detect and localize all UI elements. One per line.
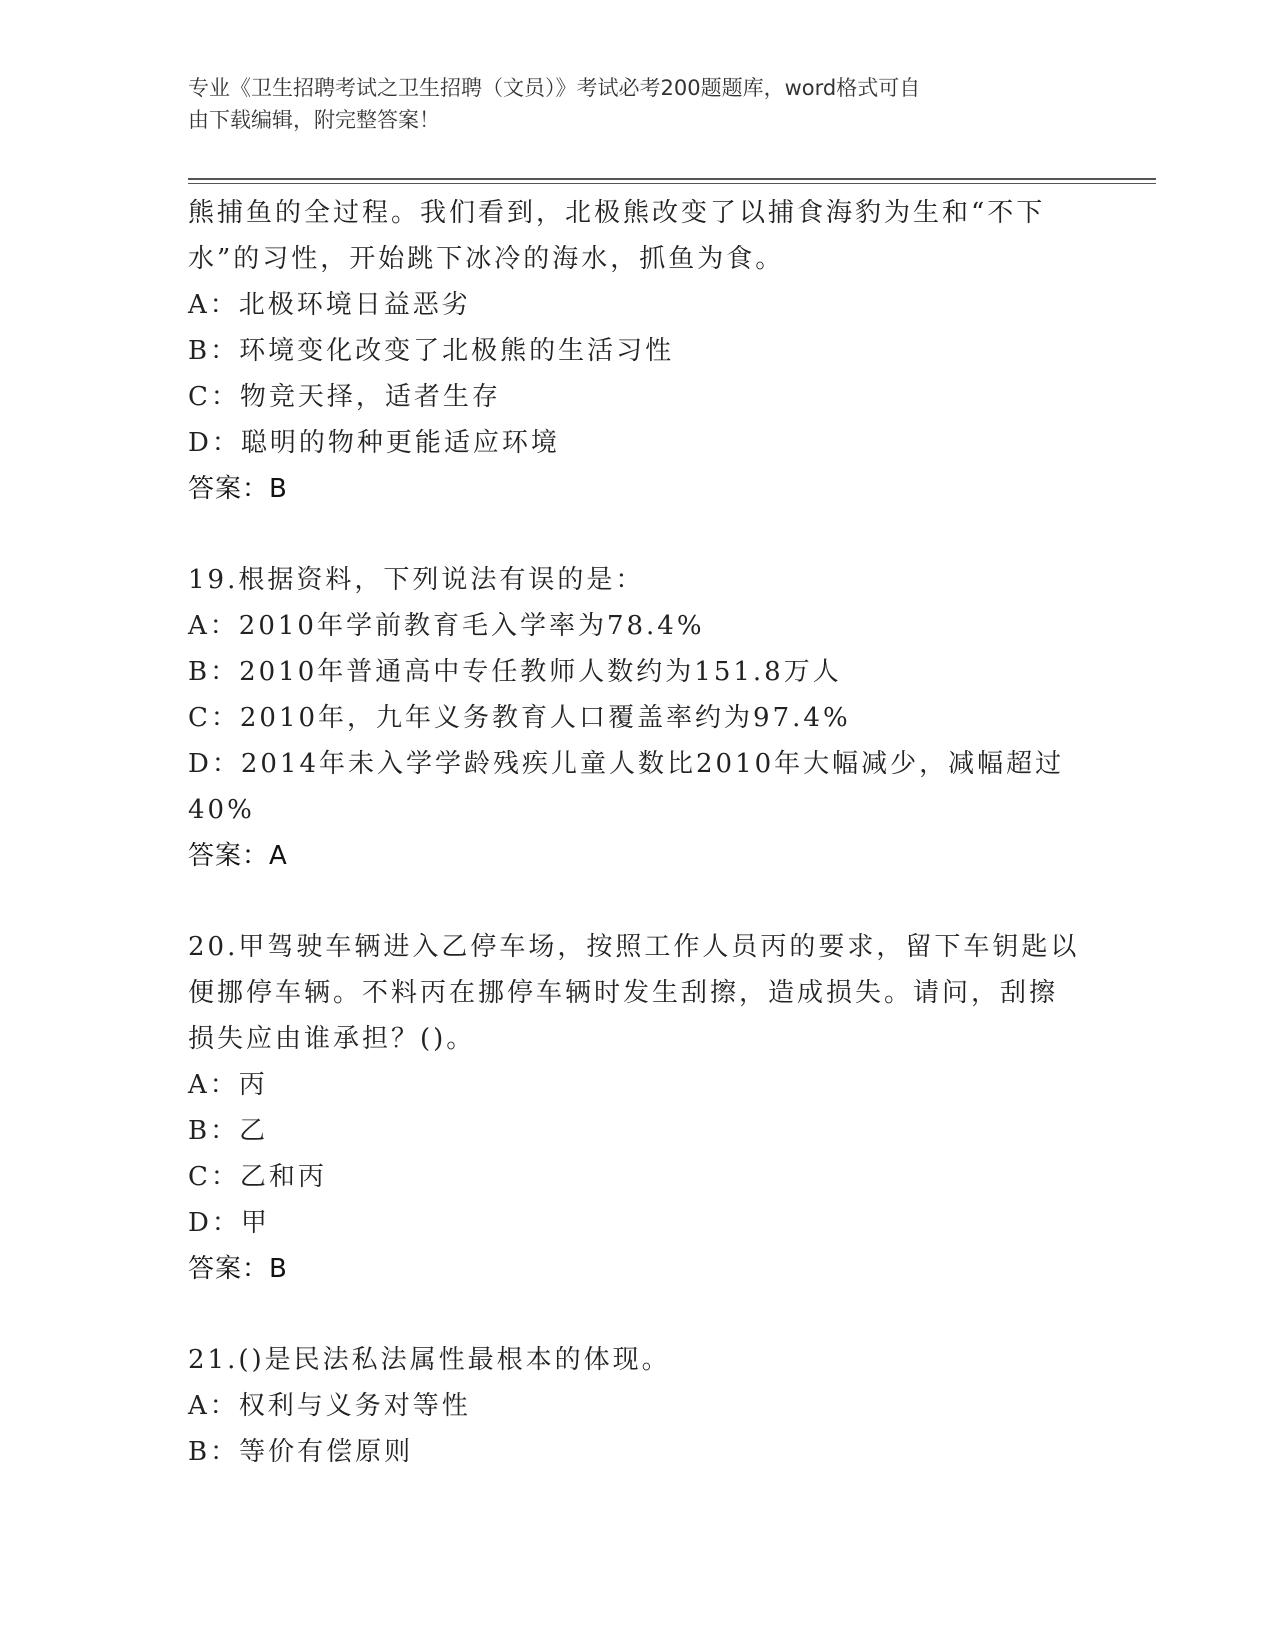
option-d-continuation: 40% [188,795,255,825]
question-18-continuation [188,190,1088,512]
option-c: C：乙和丙 [188,1162,327,1192]
spacer [188,1292,1088,1337]
option-d: D：甲 [188,1208,270,1238]
question-20 [188,924,1088,1292]
option-c: C：物竞天择，适者生存 [188,382,501,412]
header-divider-thin [188,183,1156,184]
option-b: B：等价有偿原则 [188,1437,414,1467]
header-divider-thick [188,178,1156,180]
header-line-1: 专业《卫生招聘考试之卫生招聘（文员）》考试必考200题题库，word格式可自 [188,76,921,100]
option-a: A：权利与义务对等性 [188,1391,471,1421]
answer-line: 答案：B [188,1254,288,1284]
option-a: A：丙 [188,1070,268,1100]
question-content [188,190,1088,1475]
option-a: A：2010年学前教育毛入学率为78.4% [188,611,705,641]
question-stem-line: 熊捕鱼的全过程。我们看到，北极熊改变了以捕食海豹为生和“不下 [188,198,1046,228]
option-c: C：2010年，九年义务教育人口覆盖率约为97.4% [188,703,851,733]
question-stem-line: 水”的习性，开始跳下冰冷的海水，抓鱼为食。 [188,244,785,274]
spacer [188,879,1088,924]
option-d: D：聪明的物种更能适应环境 [188,428,560,458]
option-d: D：2014年未入学学龄残疾儿童人数比2010年大幅减少，减幅超过 [188,749,1065,779]
header-line-2: 由下载编辑，附完整答案！ [188,108,440,132]
option-b: B：2010年普通高中专任教师人数约为151.8万人 [188,657,842,687]
answer-line: 答案：A [188,841,288,871]
question-19 [188,557,1088,879]
option-a: A：北极环境日益恶劣 [188,290,471,320]
option-b: B：乙 [188,1116,269,1146]
question-21 [188,1337,1088,1475]
question-stem-line: 便挪停车辆。不料丙在挪停车辆时发生刮擦，造成损失。请问，刮擦 [188,978,1059,1008]
option-b: B：环境变化改变了北极熊的生活习性 [188,336,675,366]
document-header [188,72,1088,136]
answer-line: 答案：B [188,474,288,504]
question-stem: 21.()是民法私法属性最根本的体现。 [188,1345,671,1375]
question-stem-line: 损失应由谁承担？()。 [188,1024,476,1054]
question-stem: 19.根据资料，下列说法有误的是： [188,565,645,595]
question-stem-line: 20.甲驾驶车辆进入乙停车场，按照工作人员丙的要求，留下车钥匙以 [188,932,1080,962]
spacer [188,512,1088,557]
